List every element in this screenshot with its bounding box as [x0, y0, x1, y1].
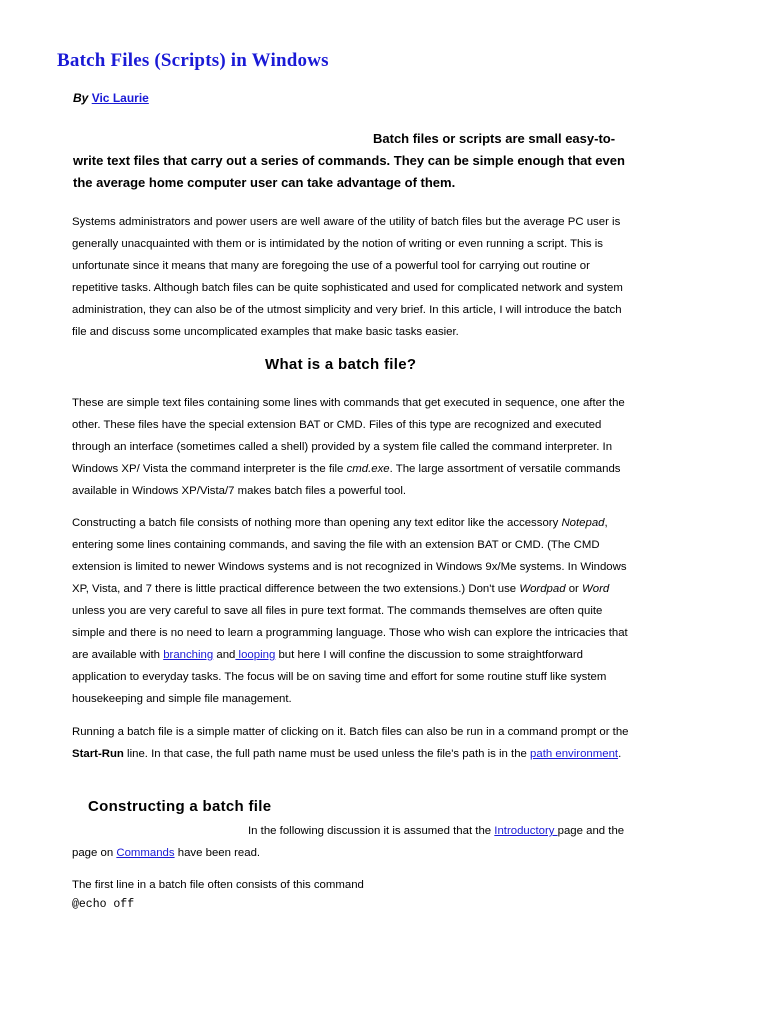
byline [73, 91, 149, 105]
first-line-paragraph: The first line in a batch file often consists of this command [72, 879, 364, 891]
looping-link[interactable]: looping [235, 649, 276, 661]
text-run: or [565, 583, 583, 595]
text-run: Running a batch file is a simple matter of clicking on it. Batch files can also be run in a command prompt or the [72, 726, 629, 738]
constructing-paragraph [72, 512, 632, 710]
text-run: . The large assortment of versatile commands available in Windows XP/Vista/7 makes batch files a powerful tool. [72, 463, 621, 497]
lead-paragraph [73, 128, 643, 194]
notepad-text: Notepad [561, 517, 605, 529]
branching-link[interactable]: branching [163, 649, 214, 661]
text-run: line. In that case, the full path name must be used unless the file's path is in the [123, 748, 531, 760]
discussion-paragraph [72, 820, 632, 864]
byline-prefix: By [73, 91, 92, 105]
text-run: In the following discussion it is assumed that the [248, 825, 495, 837]
text-run: , entering some lines containing commands, and saving the file with an extension BAT or CMD. (The CMD extension is limited to newer Windows systems and is not recognized in Windows 9x/Me systems. In Windows XP, Vista, and 7 there is little practical difference between the two extensions.) Don't use [72, 517, 627, 595]
text-run: Constructing a batch file consists of nothing more than opening any text editor like the accessory [72, 517, 562, 529]
code-sample: @echo off [72, 898, 135, 911]
introductory-link[interactable]: Introductory [494, 825, 558, 837]
section-heading-constructing: Constructing a batch file [88, 798, 272, 815]
start-run-text: Start-Run [72, 748, 124, 760]
path-environment-link[interactable]: path environment [530, 748, 619, 760]
cmd-exe-text: cmd.exe [346, 463, 390, 475]
text-run: have been read. [174, 847, 261, 859]
text-run: but here I will confine the discussion to some straightforward application to everyday tasks. The focus will be on saving time and effort for some routine stuff like system housekeeping and simple file management. [72, 649, 607, 705]
word-text: Word [582, 583, 610, 595]
what-is-paragraph [72, 392, 632, 502]
author-link[interactable]: Vic Laurie [91, 91, 149, 105]
text-run: These are simple text files containing some lines with commands that get executed in sequence, one after the other. These files have the special extension BAT or CMD. Files of this type are recognized and executed through an interface (sometimes called a shell) provided by a system file called the command interpreter. In Windows XP/ Vista the command interpreter is the file [72, 397, 625, 475]
text-run: and [213, 649, 236, 661]
lead-text: Batch files or scripts are small easy-to-write text files that carry out a series of commands. They can be simple enough that even the average home computer user can take advantage of them. [73, 131, 625, 190]
text-run: . [618, 748, 622, 760]
section-heading-what-is: What is a batch file? [265, 356, 417, 373]
intro-paragraph: Systems administrators and power users are well aware of the utility of batch files but the average PC user is generally unacquainted with them or is intimidated by the notion of writing or even running a script. This is unfortunate since it means that many are foregoing the use of a powerful tool for carrying out routine or repetitive tasks. Although batch files can be quite sophisticated and used for complicated network and system administration, they can also be of the utmost simplicity and very brief. In this article, I will introduce the batch file and discuss some uncomplicated examples that make basic tasks easier. [72, 216, 623, 338]
text-run: page and the page on [72, 825, 625, 859]
page-title: Batch Files (Scripts) in Windows [57, 50, 329, 71]
commands-link[interactable]: Commands [116, 847, 175, 859]
wordpad-text: Wordpad [519, 583, 566, 595]
running-paragraph [72, 721, 632, 765]
text-run: unless you are very careful to save all files in pure text format. The commands themselves are often quite simple and there is no need to learn a programming language. Those who wish can explore the intricacies that are available with [72, 605, 628, 661]
